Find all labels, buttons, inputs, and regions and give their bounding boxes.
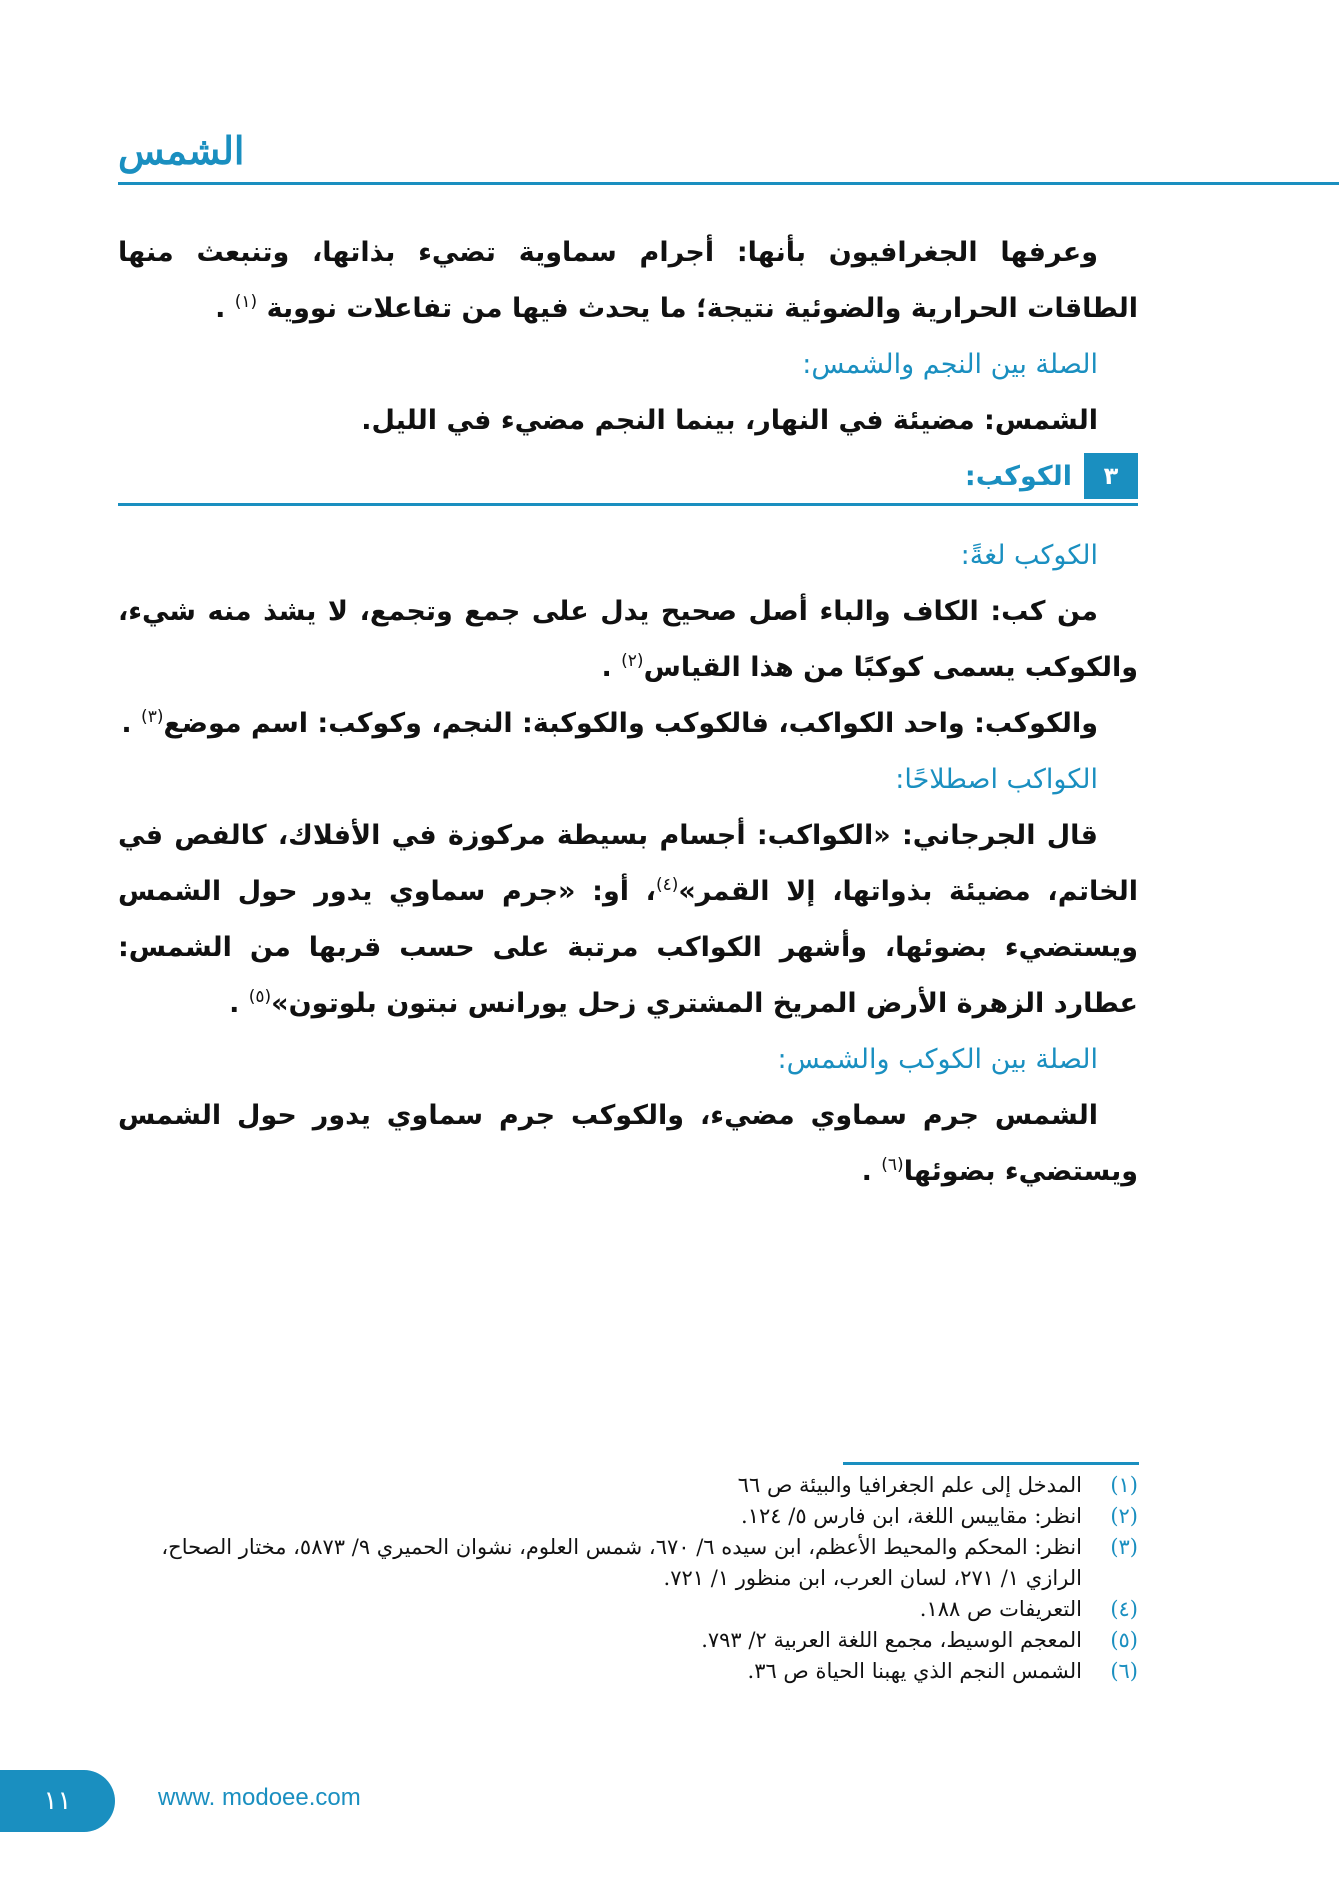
page-header-title: الشمس (118, 128, 245, 173)
footnote-item: (٥) المعجم الوسيط، مجمع اللغة العربية ٢/ ٧٩٣. (701, 1628, 1138, 1652)
website-link[interactable]: www. modoee.com (158, 1784, 361, 1811)
page-number-tab: ١١ (0, 1770, 115, 1832)
footnote-ref-5[interactable]: (٥) (248, 987, 272, 1007)
subheading-planets-term: الكواكب اصطلاحًا: (895, 764, 1098, 795)
section-title: الكوكب: (964, 461, 1072, 492)
footnotes-rule (843, 1462, 1139, 1465)
footnote-ref-6[interactable]: (٦) (881, 1155, 904, 1175)
footnote-item: (٤) التعريفات ص ١٨٨. (919, 1597, 1138, 1621)
section-rule (118, 503, 1138, 506)
footnote-item: (٢) انظر: مقاييس اللغة، ابن فارس ٥/ ١٢٤. (741, 1504, 1138, 1528)
footnotes (118, 1470, 1138, 1687)
subheading-star-sun: الصلة بين النجم والشمس: (802, 349, 1098, 380)
footnote-ref-4[interactable]: (٤) (655, 875, 679, 895)
footnote-ref-2[interactable]: (٢) (621, 651, 644, 671)
paragraph-star-sun: الشمس: مضيئة في النهار، بينما النجم مضيء في الليل. (361, 405, 1098, 436)
header-rule (118, 182, 1339, 185)
footnote-item: (١) المدخل إلى علم الجغرافيا والبيئة ص ٦٦ (737, 1473, 1138, 1497)
footnote-ref-1[interactable]: (١) (234, 292, 258, 312)
paragraph-definition-sun: وعرفها الجغرافيون بأنها: أجرام سماوية تضيء بذاتها، وتنبعث منها الطاقات الحرارية والضوئية نتيجة؛ ما يحدث فيها من تفاعلات نووية $^{(١)}$ . (118, 237, 1138, 324)
paragraph-planet-sun: الشمس جرم سماوي مضيء، والكوكب جرم سماوي يدور حول الشمس ويستضيء بضوئها$^{(٦)}$ . (118, 1100, 1138, 1187)
paragraph-planets-term: قال الجرجاني: «الكواكب: أجسام بسيطة مركوزة في الأفلاك، كالفص في الخاتم، مضيئة بذواتها، إلا القمر»$^{(٤)}$، أو: «جرم سماوي يدور حول الشمس ويستضيء بضوئها، وأشهر الكواكب مرتبة على حسب قربها من الشمس: عطارد الزهرة الأرض المريخ المشتري زحل يورانس نبتون بلوتون»$^{(٥)}$ . (118, 820, 1138, 1019)
section-heading (118, 451, 1138, 503)
footnote-ref-3[interactable]: (٣) (141, 707, 164, 727)
paragraph-planet-singular: والكوكب: واحد الكواكب، فالكوكب والكوكبة: النجم، وكوكب: اسم موضع$^{(٣)}$ . (121, 707, 1098, 739)
main-content (118, 225, 1138, 1200)
subheading-planet-sun: الصلة بين الكوكب والشمس: (777, 1044, 1098, 1075)
paragraph-planet-language: من كب: الكاف والباء أصل صحيح يدل على جمع وتجمع، لا يشذ منه شيء، والكوكب يسمى كوكبًا من هذا القياس$^{(٢)}$ . (118, 596, 1138, 683)
footnote-item: (٦) الشمس النجم الذي يهبنا الحياة ص ٣٦. (747, 1659, 1138, 1683)
subheading-planet-language: الكوكب لغةً: (960, 540, 1098, 571)
section-number-badge: ٣ (1084, 453, 1138, 499)
footnote-item: (٣) انظر: المحكم والمحيط الأعظم، ابن سيده ٦/ ٦٧٠، شمس العلوم، نشوان الحميري ٩/ ٥٨٧٣، مختار الصحاح، الرازي ١/ ٢٧١، لسان العرب، ابن منظور ١/ ٧٢١. (161, 1535, 1138, 1590)
